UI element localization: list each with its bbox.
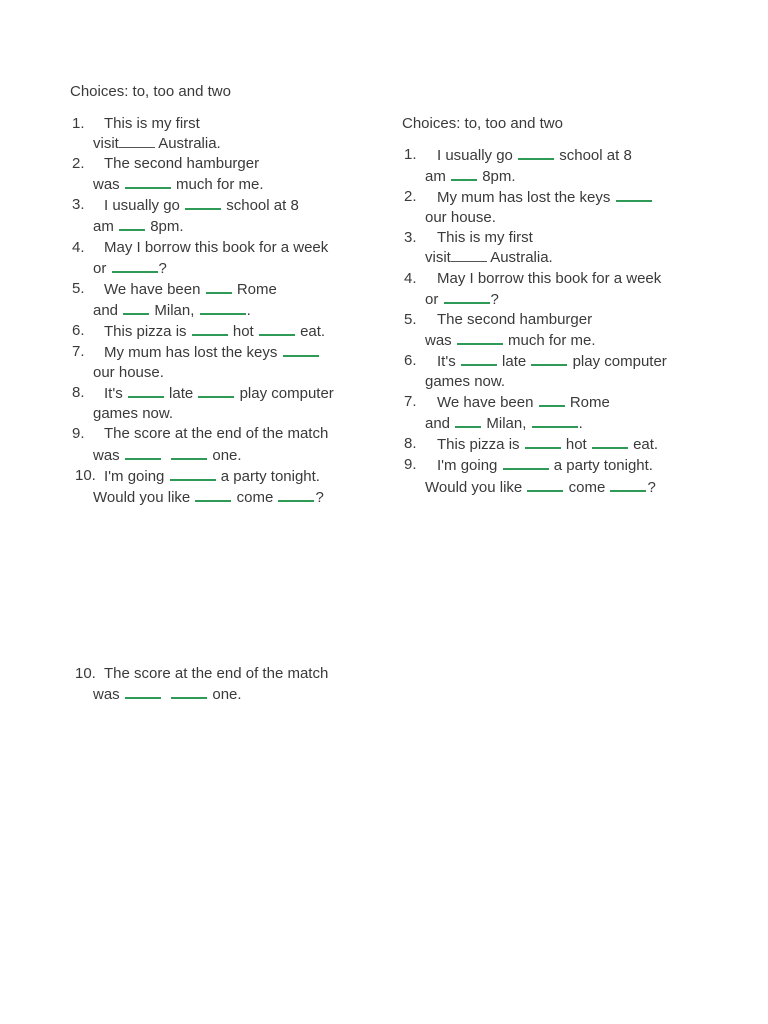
answer-blank[interactable] xyxy=(123,300,149,315)
exercise-item: 4. May I borrow this book for a week or ? xyxy=(72,238,329,277)
answer-blank[interactable] xyxy=(278,487,314,502)
answer-blank[interactable] xyxy=(451,248,487,262)
answer-blank[interactable] xyxy=(444,289,490,304)
left-extra-list xyxy=(72,664,382,705)
right-heading: Choices: to, too and two xyxy=(402,115,563,132)
answer-blank[interactable] xyxy=(198,383,234,398)
answer-blank[interactable] xyxy=(185,195,221,210)
answer-blank[interactable] xyxy=(200,300,246,315)
exercise-item: 2. My mum has lost the keys our house. xyxy=(404,187,714,228)
answer-blank[interactable] xyxy=(616,187,652,202)
answer-blank[interactable] xyxy=(128,383,164,398)
exercise-item: 4. May I borrow this book for a week or ? xyxy=(404,269,662,308)
answer-blank[interactable] xyxy=(461,351,497,366)
answer-blank[interactable] xyxy=(171,445,207,460)
answer-blank[interactable] xyxy=(192,321,228,336)
answer-blank[interactable] xyxy=(610,477,646,492)
exercise-item: 6. It's late play computer games now. xyxy=(404,351,667,391)
exercise-item: 8. This pizza is hot eat. xyxy=(404,435,659,454)
left-heading: Choices: to, too and two xyxy=(70,83,231,100)
answer-blank[interactable] xyxy=(457,330,503,345)
exercise-item: 9. I'm going a party tonight. Would you like come ? xyxy=(404,456,656,496)
answer-blank[interactable] xyxy=(531,351,567,366)
exercise-item: 7. My mum has lost the keys our house. xyxy=(72,342,382,383)
answer-blank[interactable] xyxy=(532,413,578,428)
exercise-item: 7. We have been Rome and Milan, . xyxy=(404,393,610,433)
answer-blank[interactable] xyxy=(195,487,231,502)
answer-blank[interactable] xyxy=(112,258,158,273)
exercise-item: 2. The second hamburger was much for me. xyxy=(72,155,264,194)
answer-blank[interactable] xyxy=(119,134,155,148)
answer-blank[interactable] xyxy=(503,455,549,470)
answer-blank[interactable] xyxy=(119,216,145,231)
exercise-item: 5. We have been Rome and Milan, . xyxy=(72,279,277,319)
exercise-item: 5. The second hamburger was much for me. xyxy=(404,310,596,349)
answer-blank[interactable] xyxy=(259,321,295,336)
exercise-item: 10. I'm going a party tonight. Would you like come ? xyxy=(75,466,324,506)
answer-blank[interactable] xyxy=(539,392,565,407)
answer-blank[interactable] xyxy=(125,684,161,699)
answer-blank[interactable] xyxy=(455,413,481,428)
exercise-item: 9. The score at the end of the match was one. xyxy=(72,425,329,464)
item-text: This is my first xyxy=(104,115,200,132)
exercise-item: 1. I usually go school at 8 am 8pm. xyxy=(404,146,632,186)
exercise-item: 8. It's late play computer games now. xyxy=(72,384,334,423)
answer-blank[interactable] xyxy=(125,445,161,460)
right-exercise-list xyxy=(404,145,714,498)
item-number: 1. xyxy=(72,115,85,132)
answer-blank[interactable] xyxy=(592,434,628,449)
answer-blank[interactable] xyxy=(171,684,207,699)
answer-blank[interactable] xyxy=(518,145,554,160)
answer-blank[interactable] xyxy=(170,466,216,481)
exercise-item: 6. This pizza is hot eat. xyxy=(72,321,326,340)
exercise-item: 3. This is my first visit Australia. xyxy=(404,229,553,267)
exercise-item: 3. I usually go school at 8 am 8pm. xyxy=(72,196,299,236)
answer-blank[interactable] xyxy=(283,342,319,357)
answer-blank[interactable] xyxy=(125,174,171,189)
left-exercise-list xyxy=(72,114,382,508)
exercise-item: 1. This is my first visit Australia. xyxy=(72,115,221,153)
answer-blank[interactable] xyxy=(206,279,232,294)
answer-blank[interactable] xyxy=(527,477,563,492)
exercise-item: 10. The score at the end of the match was one. xyxy=(75,665,329,704)
answer-blank[interactable] xyxy=(525,434,561,449)
answer-blank[interactable] xyxy=(451,166,477,181)
